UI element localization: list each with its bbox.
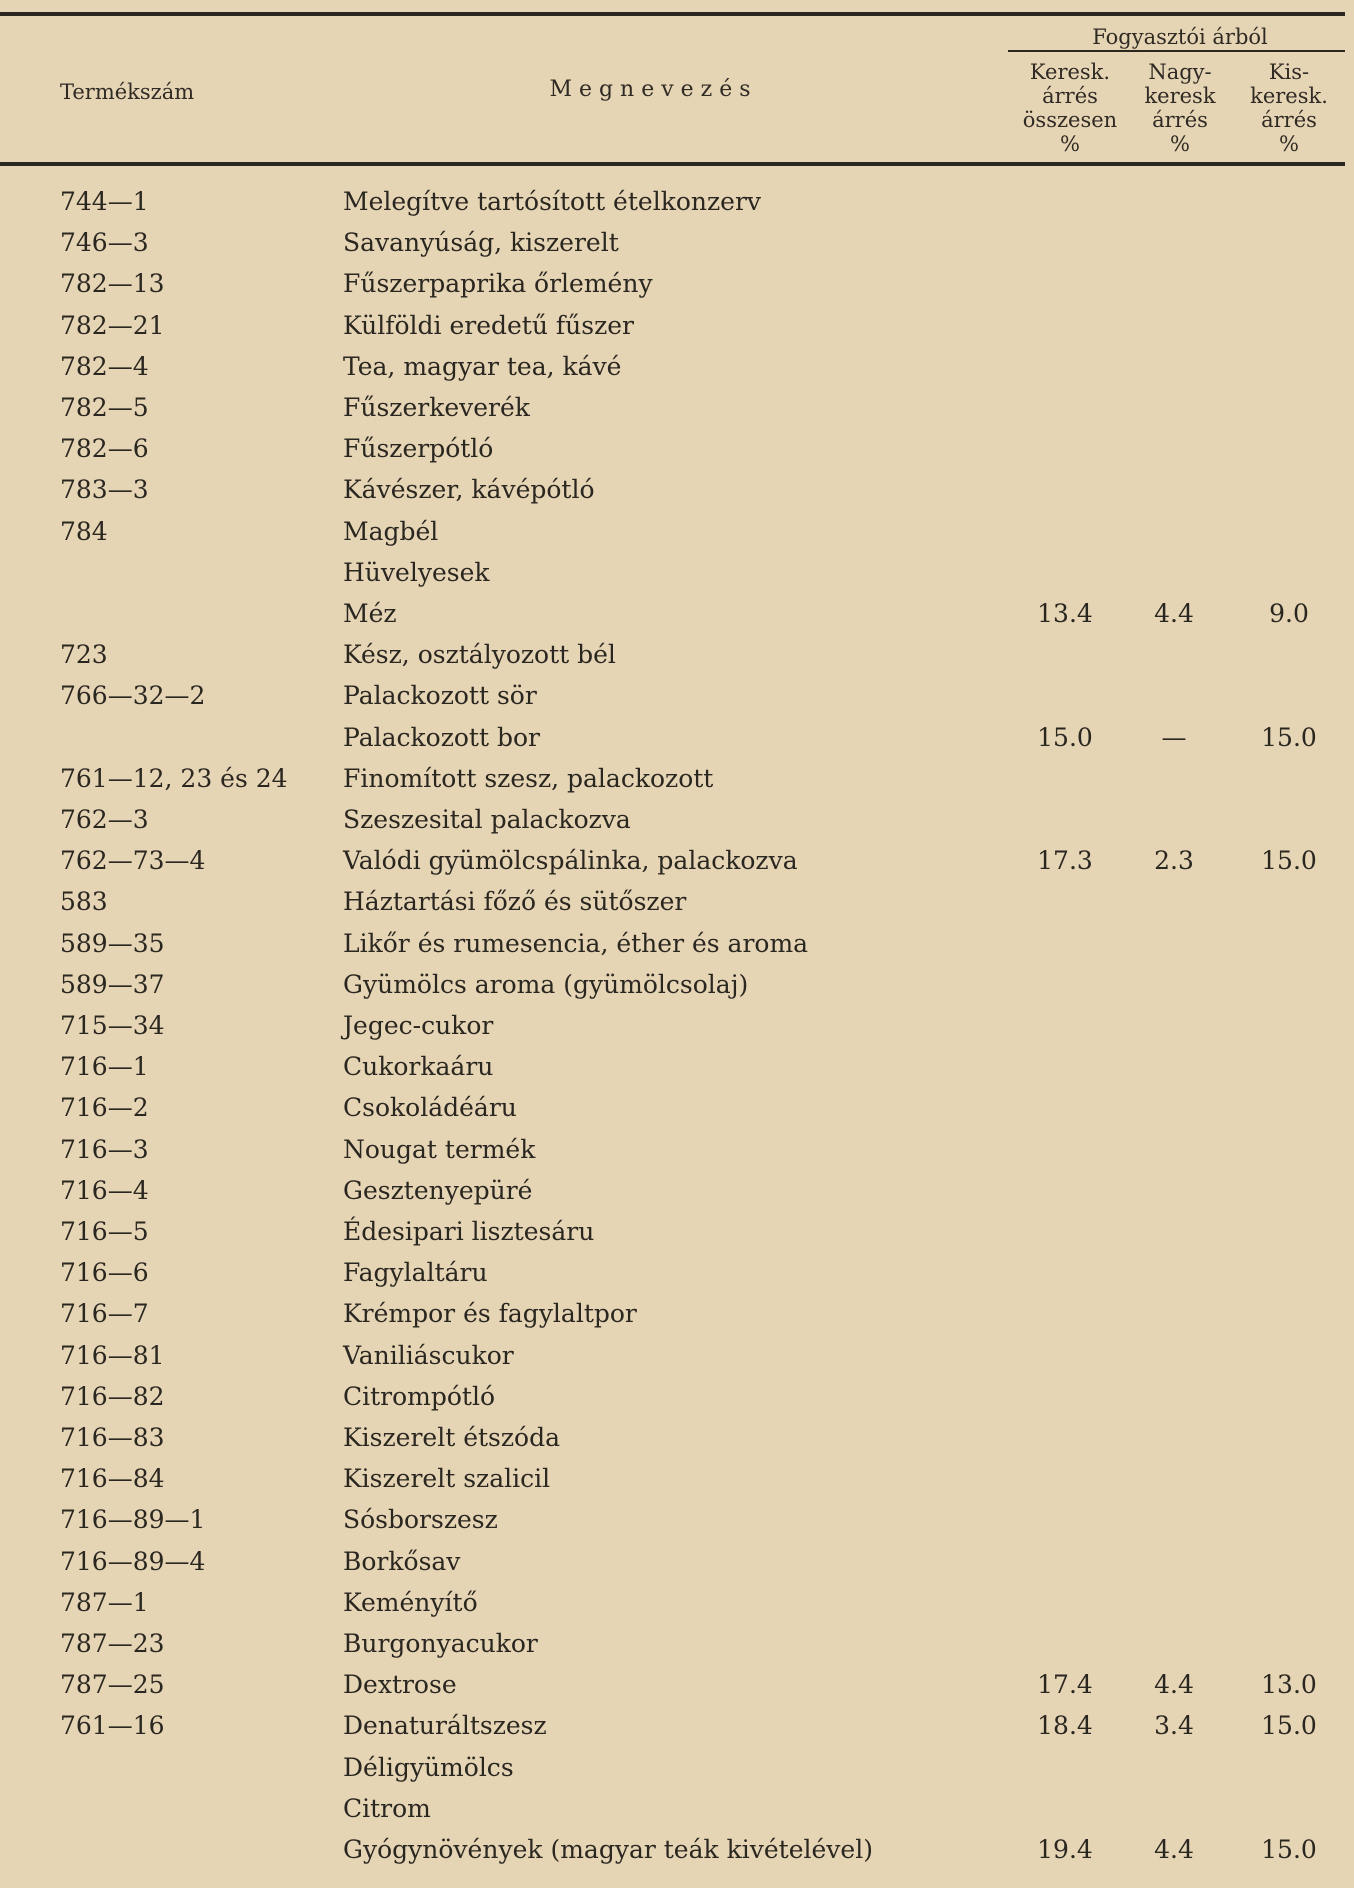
header-col-a <box>1005 60 1135 156</box>
row-value-total: 18.4 <box>1037 1711 1093 1741</box>
table-row <box>0 842 1354 883</box>
row-name: Keményítő <box>343 1587 478 1617</box>
table-row <box>0 719 1354 760</box>
row-code: 744—1 <box>60 187 149 216</box>
row-code: 716—1 <box>60 1052 149 1082</box>
row-code: 716—82 <box>60 1381 165 1411</box>
row-name: Palackozott sör <box>343 681 537 711</box>
header-col-b-line1: Nagy- <box>1148 60 1212 84</box>
table-row <box>0 471 1354 512</box>
header-col-b <box>1130 60 1230 156</box>
row-name: Szeszesital palackozva <box>343 805 631 834</box>
header-col-c-line1: Kis- <box>1268 60 1310 84</box>
header-col-a-line4: % <box>1060 132 1080 156</box>
row-value-total: 17.4 <box>1037 1670 1093 1700</box>
row-code: 784 <box>60 516 108 546</box>
row-code: 589—37 <box>60 969 165 999</box>
header-col-c-line3: árrés <box>1261 108 1317 132</box>
row-name: Fűszerpótló <box>343 434 494 464</box>
header-bottom-rule <box>0 162 1345 166</box>
row-code: 766—32—2 <box>60 681 206 711</box>
header-col-c-line4: % <box>1279 132 1299 156</box>
row-code: 716—5 <box>60 1217 149 1246</box>
table-row <box>0 1666 1354 1707</box>
table-row <box>0 966 1354 1007</box>
table-row <box>0 801 1354 842</box>
table-row <box>0 348 1354 389</box>
table-row <box>0 1460 1354 1501</box>
table-row <box>0 183 1354 224</box>
row-code: 716—89—4 <box>60 1546 206 1576</box>
table-row <box>0 554 1354 595</box>
row-name: Háztartási főző és sütőszer <box>343 887 687 917</box>
row-code: 716—89—1 <box>60 1505 206 1535</box>
row-code: 716—3 <box>60 1134 149 1164</box>
table-row <box>0 1625 1354 1666</box>
row-name: Citrompótló <box>343 1381 496 1411</box>
row-name: Külföldi eredetű fűszer <box>343 310 635 340</box>
table-row <box>0 1378 1354 1419</box>
row-name: Kávészer, kávépótló <box>343 475 595 505</box>
row-name: Savanyúság, kiszerelt <box>343 228 619 258</box>
table-row <box>0 1048 1354 1089</box>
row-value-wholesale: 3.4 <box>1154 1711 1194 1741</box>
header-col-c <box>1236 60 1342 156</box>
row-value-wholesale: — <box>1161 722 1187 752</box>
row-code: 716—81 <box>60 1340 165 1370</box>
row-code: 783—3 <box>60 475 149 505</box>
table-row <box>0 1213 1354 1254</box>
row-code: 716—6 <box>60 1258 149 1288</box>
row-name: Sósborszesz <box>343 1505 498 1535</box>
header-col-c-line2: keresk. <box>1250 84 1328 108</box>
row-code: 716—83 <box>60 1423 165 1452</box>
row-name: Kiszerelt szalicil <box>343 1464 551 1494</box>
row-name: Gyógynövények (magyar teák kivételével) <box>343 1835 873 1864</box>
row-code: 762—73—4 <box>60 846 206 876</box>
row-code: 787—25 <box>60 1670 165 1700</box>
row-name: Vaniliáscukor <box>343 1340 514 1370</box>
row-code: 761—16 <box>60 1711 165 1741</box>
table-row <box>0 1419 1354 1460</box>
top-rule <box>0 12 1345 16</box>
row-name: Melegítve tartósított ételkonzerv <box>343 187 762 216</box>
table-row <box>0 595 1354 636</box>
row-value-retail: 9.0 <box>1269 599 1309 628</box>
header-col-a-line3: összesen <box>1022 108 1118 132</box>
table-row <box>0 1295 1354 1336</box>
row-code: 746—3 <box>60 228 149 258</box>
row-name: Gyümölcs aroma (gyümölcsolaj) <box>343 969 749 999</box>
row-value-total: 13.4 <box>1037 599 1093 628</box>
row-value-retail: 15.0 <box>1261 1835 1317 1864</box>
table-row <box>0 513 1354 554</box>
row-name: Nougat termék <box>343 1134 536 1164</box>
table-row <box>0 636 1354 677</box>
table-row <box>0 307 1354 348</box>
row-name: Méz <box>343 599 397 628</box>
table-row <box>0 1584 1354 1625</box>
row-name: Tea, magyar tea, kávé <box>343 351 622 381</box>
row-value-retail: 15.0 <box>1261 1711 1317 1741</box>
row-name: Cukorkaáru <box>343 1052 494 1082</box>
header-name: M e g n e v e z é s <box>549 77 751 102</box>
table-row <box>0 760 1354 801</box>
row-name: Kész, osztályozott bél <box>343 640 616 670</box>
header-col-a-line1: Keresk. <box>1029 60 1111 84</box>
row-name: Magbél <box>343 516 439 546</box>
table-row <box>0 1254 1354 1295</box>
table-row <box>0 1501 1354 1542</box>
table-row <box>0 677 1354 718</box>
row-name: Denaturáltszesz <box>343 1711 547 1741</box>
row-name: Finomított szesz, palackozott <box>343 763 714 793</box>
table-row <box>0 265 1354 306</box>
row-value-retail: 15.0 <box>1261 722 1317 752</box>
group-rule <box>1008 50 1345 52</box>
row-code: 782—4 <box>60 351 149 381</box>
row-name: Fűszerpaprika őrlemény <box>343 269 653 299</box>
row-value-retail: 15.0 <box>1261 846 1317 876</box>
row-code: 583 <box>60 887 108 917</box>
row-code: 723 <box>60 640 108 670</box>
row-code: 782—21 <box>60 310 165 340</box>
row-value-wholesale: 4.4 <box>1154 1835 1194 1864</box>
row-name: Dextrose <box>343 1670 457 1700</box>
table-row <box>0 1749 1354 1790</box>
table-row <box>0 883 1354 924</box>
row-code: 782—13 <box>60 269 165 299</box>
row-code: 782—6 <box>60 434 149 464</box>
row-code: 782—5 <box>60 393 149 422</box>
row-name: Krémpor és fagylaltpor <box>343 1299 637 1329</box>
row-name: Borkősav <box>343 1546 461 1576</box>
table-row <box>0 1790 1354 1831</box>
table-row <box>0 925 1354 966</box>
header-col-b-line2: keresk <box>1144 84 1216 108</box>
header-group: Fogyasztói árból <box>1092 25 1268 49</box>
row-name: Citrom <box>343 1793 431 1823</box>
row-name: Burgonyacukor <box>343 1629 538 1658</box>
row-code: 716—7 <box>60 1299 149 1329</box>
table-row <box>0 1172 1354 1213</box>
row-name: Déligyümölcs <box>343 1752 514 1782</box>
row-code: 761—12, 23 és 24 <box>60 763 288 793</box>
row-name: Gesztenyepüré <box>343 1175 533 1205</box>
row-value-wholesale: 4.4 <box>1154 1670 1194 1700</box>
table-row <box>0 1007 1354 1048</box>
row-name: Édesipari lisztesáru <box>343 1217 595 1246</box>
table-row <box>0 1831 1354 1872</box>
row-value-wholesale: 2.3 <box>1154 846 1194 876</box>
row-name: Fűszerkeverék <box>343 393 530 422</box>
row-name: Hüvelyesek <box>343 557 490 587</box>
row-value-total: 15.0 <box>1037 722 1093 752</box>
row-code: 787—1 <box>60 1587 149 1617</box>
row-name: Jegec-cukor <box>343 1011 494 1040</box>
row-name: Csokoládéáru <box>343 1093 517 1123</box>
table-row <box>0 1543 1354 1584</box>
row-name: Likőr és rumesencia, éther és aroma <box>343 928 809 958</box>
header-col-b-line3: árrés <box>1152 108 1208 132</box>
row-value-total: 17.3 <box>1037 846 1093 876</box>
row-name: Fagylaltáru <box>343 1258 488 1288</box>
row-value-retail: 13.0 <box>1261 1670 1317 1700</box>
row-code: 715—34 <box>60 1011 165 1040</box>
row-code: 787—23 <box>60 1629 165 1658</box>
table-row <box>0 1337 1354 1378</box>
table-row <box>0 389 1354 430</box>
row-code: 589—35 <box>60 928 165 958</box>
row-name: Kiszerelt étszóda <box>343 1423 561 1452</box>
row-name: Palackozott bor <box>343 722 540 752</box>
table-row <box>0 1131 1354 1172</box>
table-row <box>0 224 1354 265</box>
row-name: Valódi gyümölcspálinka, palackozva <box>343 846 798 876</box>
header-col-b-line4: % <box>1170 132 1190 156</box>
row-code: 716—2 <box>60 1093 149 1123</box>
table-row <box>0 430 1354 471</box>
row-value-total: 19.4 <box>1037 1835 1093 1864</box>
row-value-wholesale: 4.4 <box>1154 599 1194 628</box>
row-code: 716—84 <box>60 1464 165 1494</box>
header-col-a-line2: árrés <box>1042 84 1098 108</box>
table-row <box>0 1707 1354 1748</box>
table-row <box>0 1089 1354 1130</box>
row-code: 762—3 <box>60 805 149 834</box>
row-code: 716—4 <box>60 1175 149 1205</box>
header-code: Termékszám <box>60 80 195 104</box>
